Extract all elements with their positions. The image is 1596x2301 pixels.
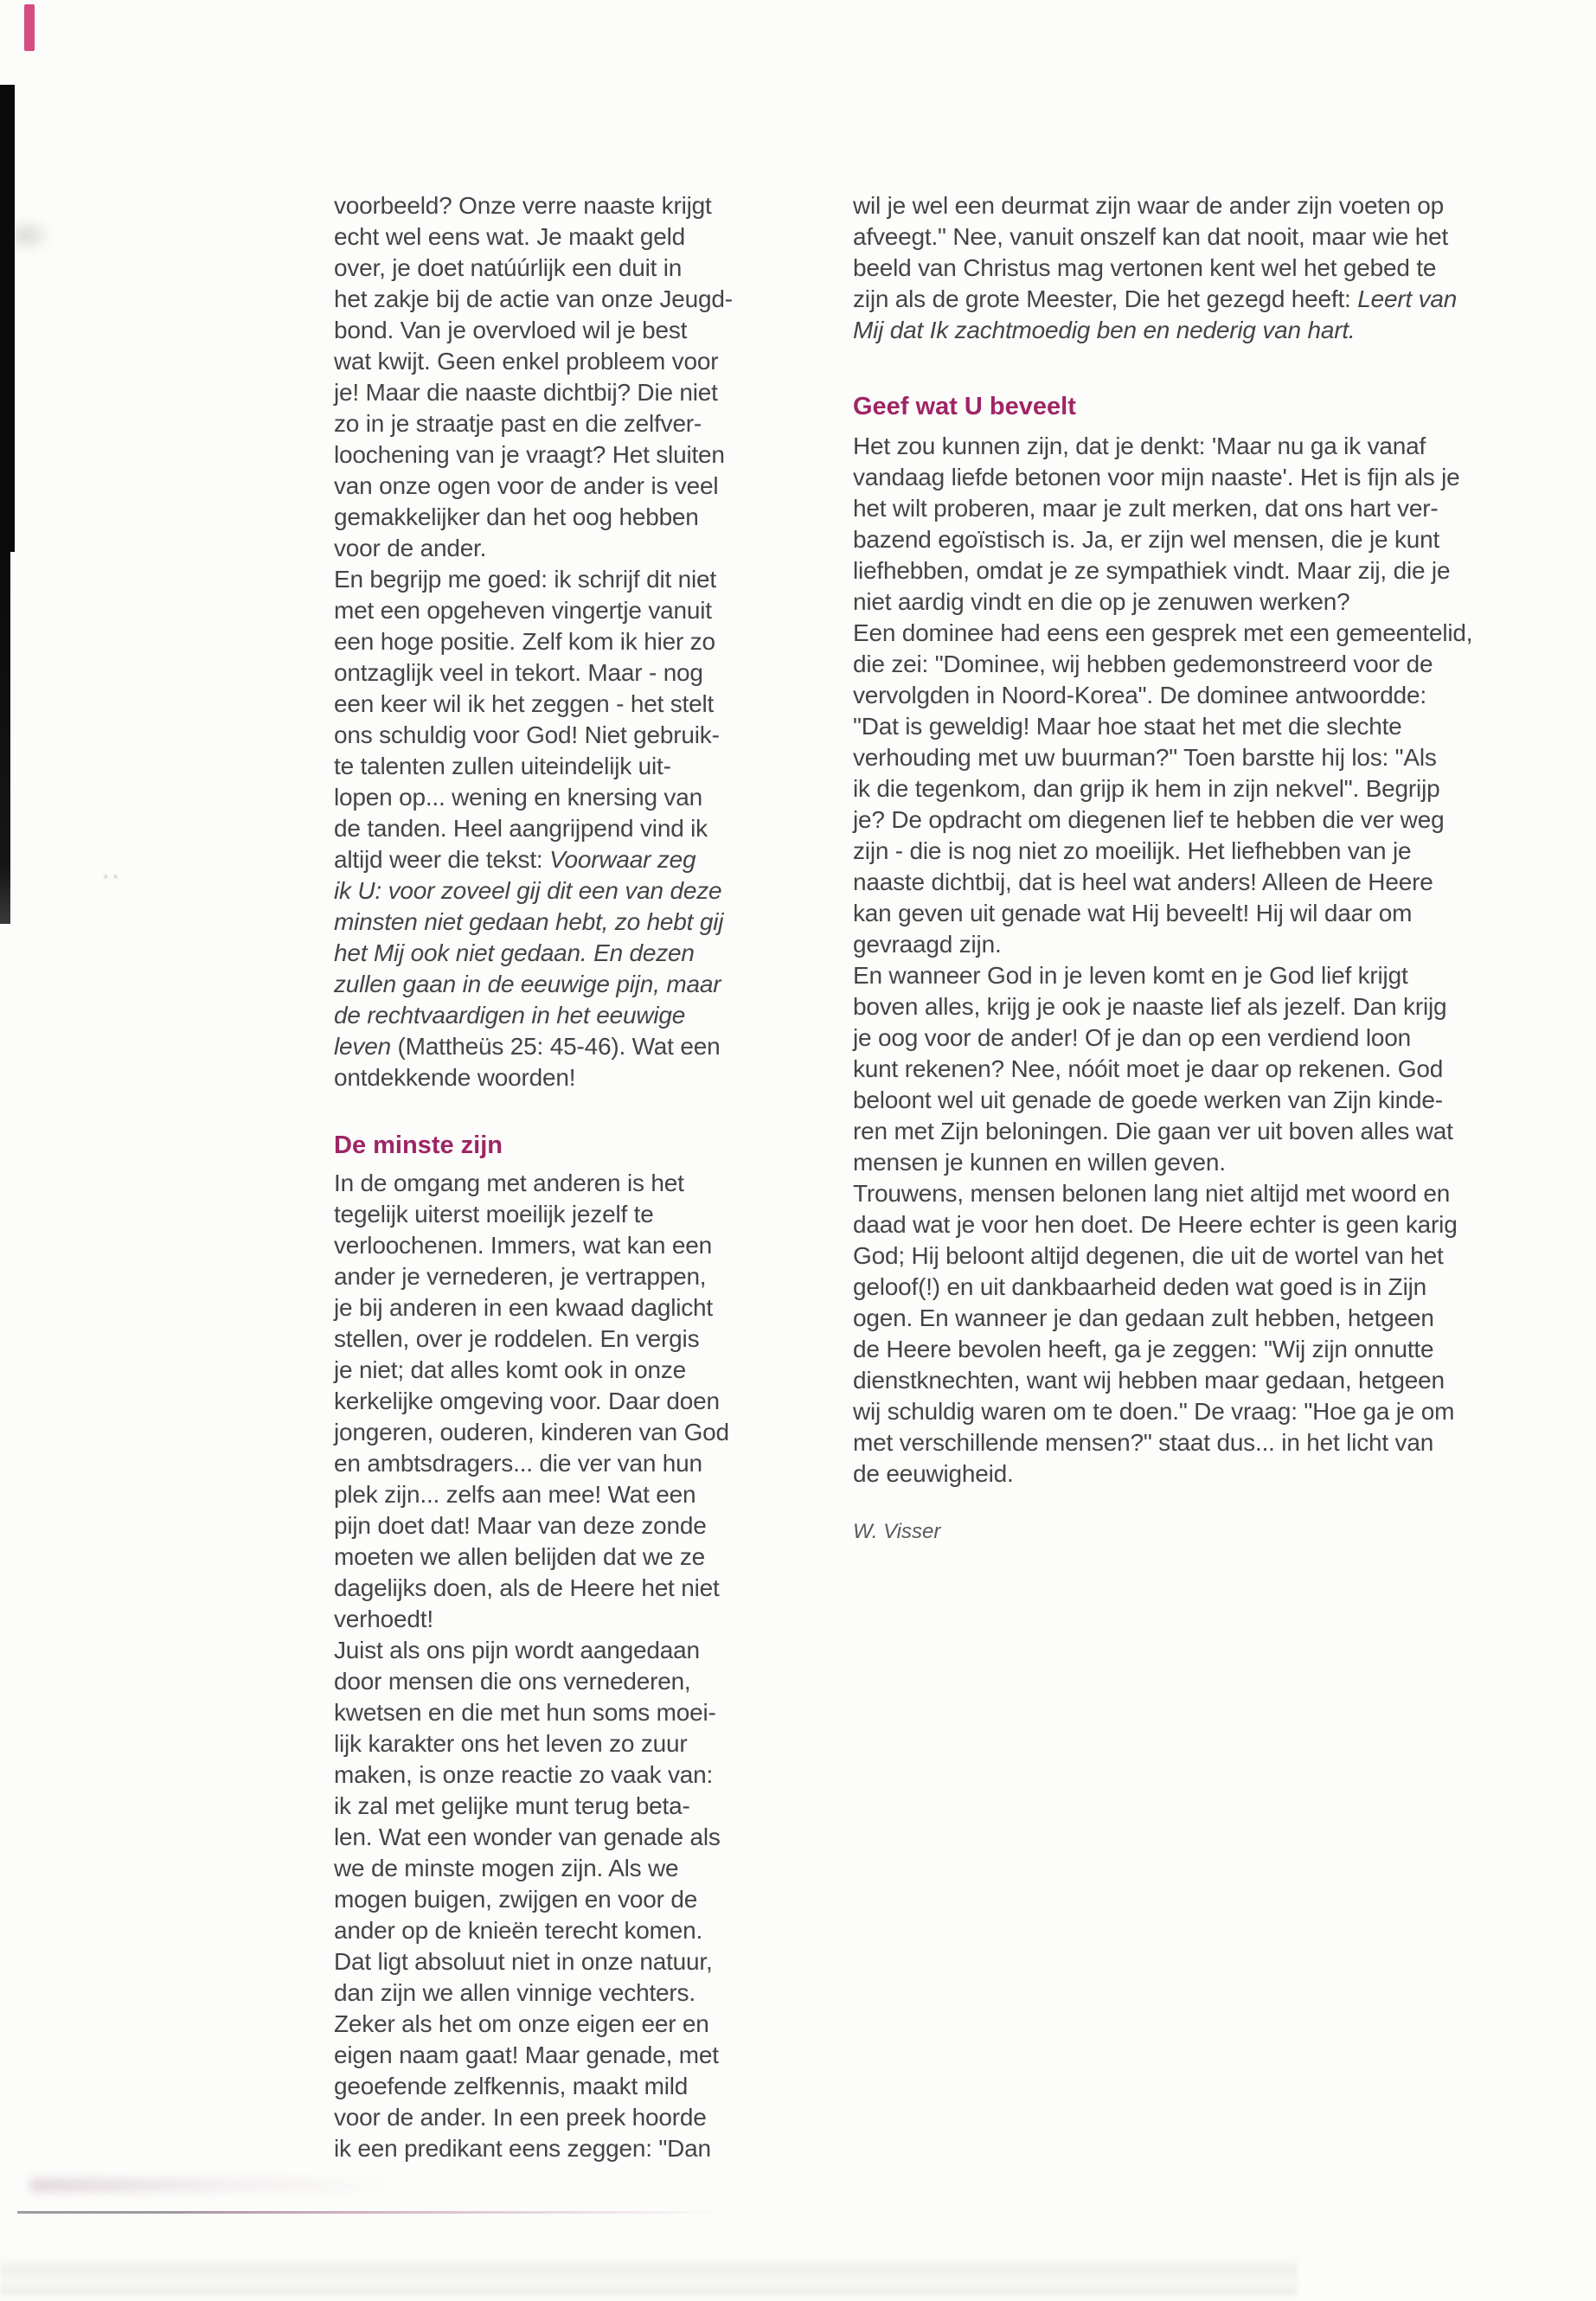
text-segment: met een opgeheven vingertje vanuit (334, 597, 712, 624)
paragraph (853, 190, 1497, 346)
section-heading: Geef wat U beveelt (853, 393, 1076, 420)
text-line (853, 1240, 1497, 1272)
text-segment: mogen buigen, zwijgen en voor de (334, 1886, 698, 1913)
text-line (334, 782, 818, 813)
text-line (334, 720, 818, 751)
text-line (334, 1791, 818, 1822)
text-segment: loochening van je vraagt? Het sluiten (334, 441, 725, 468)
text-line (334, 1759, 818, 1791)
scan-artifact-bottom-smudge (30, 2178, 402, 2192)
text-line (334, 1448, 818, 1479)
text-line (853, 991, 1497, 1022)
text-segment: ik die tegenkom, dan grijp ik hem in zijn nekvel". Begrijp (853, 775, 1440, 802)
text-line (334, 938, 818, 969)
text-segment: zo in je straatje past en die zelfver- (334, 410, 702, 437)
text-line (334, 221, 818, 253)
text-segment: En wanneer God in je leven komt en je God lief krijgt (853, 962, 1408, 989)
text-segment: we de minste mogen zijn. Als we (334, 1855, 679, 1881)
text-line (853, 1365, 1497, 1396)
italic-text-segment: ik U: voor zoveel gij dit een van deze (334, 877, 722, 904)
italic-text-segment: Leert van (1357, 285, 1458, 312)
text-line (853, 960, 1497, 991)
text-segment: afveegt." Nee, vanuit onszelf kan dat nooit, maar wie het (853, 223, 1449, 250)
text-segment: voorbeeld? Onze verre naaste krijgt (334, 192, 712, 219)
scan-artifact-top-left-mark (24, 4, 35, 51)
text-line (853, 221, 1497, 253)
text-line (334, 346, 818, 377)
text-line (853, 1458, 1497, 1490)
text-line (334, 533, 818, 564)
text-segment: In de omgang met anderen is het (334, 1170, 684, 1196)
text-segment: de Heere bevolen heeft, ga je zeggen: "Wij zijn onnutte (853, 1336, 1434, 1362)
text-segment: mensen je kunnen en willen geven. (853, 1149, 1226, 1176)
text-segment: ren met Zijn beloningen. Die gaan ver uit boven alles wat (853, 1118, 1453, 1144)
text-segment: (Mattheüs 25: 45-46). Wat een (390, 1033, 721, 1060)
text-segment: maken, is onze reactie zo vaak van: (334, 1761, 714, 1788)
text-segment: ontzaglijk veel in tekort. Maar - nog (334, 659, 703, 686)
text-segment: vervolgden in Noord-Korea". De dominee antwoordde: (853, 682, 1426, 708)
text-line (853, 1147, 1497, 1178)
text-line (853, 1303, 1497, 1334)
text-segment: naaste dichtbij, dat is heel wat anders! Alleen de Heere (853, 868, 1433, 895)
text-segment: wij schuldig waren om te doen." De vraag: "Hoe ga je om (853, 1398, 1455, 1425)
text-segment: zijn als de grote Meester, Die het gezegd heeft: (853, 285, 1358, 312)
text-line (334, 2133, 818, 2164)
text-segment: beeld van Christus mag vertonen kent wel het gebed te (853, 254, 1437, 281)
text-line (853, 462, 1497, 493)
text-line (853, 1396, 1497, 1427)
text-segment: lopen op... wening en knersing van (334, 784, 702, 811)
text-segment: stellen, over je roddelen. En vergis (334, 1325, 700, 1352)
text-line (334, 813, 818, 844)
text-segment: verhouding met uw buurman?" Toen barstte hij los: "Als (853, 744, 1437, 771)
text-segment: bazend egoïstisch is. Ja, er zijn wel mensen, die je kunt (853, 526, 1440, 553)
italic-text-segment: Voorwaar zeg (549, 846, 696, 873)
article-left-column (334, 190, 818, 2164)
text-line (853, 929, 1497, 960)
text-line (334, 190, 818, 221)
text-line (334, 1230, 818, 1261)
text-line (334, 1541, 818, 1573)
text-segment: ander op de knieën terecht komen. (334, 1917, 703, 1944)
text-line (853, 773, 1497, 804)
text-segment: Een dominee had eens een gesprek met een gemeentelid, (853, 619, 1473, 646)
scan-artifact-bottom-band (0, 2256, 1298, 2296)
text-segment: Juist als ons pijn wordt aangedaan (334, 1637, 700, 1663)
text-line (334, 1977, 818, 2009)
text-line (853, 898, 1497, 929)
text-line (334, 2009, 818, 2040)
text-segment: echt wel eens wat. Je maakt geld (334, 223, 686, 250)
text-segment: plek zijn... zelfs aan mee! Wat een (334, 1481, 696, 1508)
text-segment: daad wat je voor hen doet. De Heere echter is geen karig (853, 1211, 1458, 1238)
text-segment: met verschillende mensen?" staat dus... in het licht van (853, 1429, 1434, 1456)
text-line (334, 907, 818, 938)
scan-artifact-left-bar-bottom (0, 550, 10, 924)
text-segment: boven alles, krijg je ook je naaste lief als jezelf. Dan krijg (853, 993, 1447, 1020)
text-segment: te talenten zullen uiteindelijk uit- (334, 753, 671, 779)
text-segment: door mensen die ons vernederen, (334, 1668, 691, 1695)
italic-text-segment: het Mij ook niet gedaan. En dezen (334, 939, 695, 966)
text-line (853, 1334, 1497, 1365)
text-segment: vandaag liefde betonen voor mijn naaste'. Het is fijn als je (853, 464, 1460, 490)
scan-artifact-margin-dots: .. (102, 856, 122, 884)
text-line (334, 1604, 818, 1635)
text-line (334, 253, 818, 284)
text-line (334, 1062, 818, 1093)
text-line (853, 618, 1497, 649)
text-line (853, 524, 1497, 555)
section-heading: De minste zijn (334, 1131, 503, 1159)
text-line (334, 626, 818, 657)
text-segment: gevraagd zijn. (853, 931, 1002, 958)
text-segment: een hoge positie. Zelf kom ik hier zo (334, 628, 715, 655)
italic-text-segment: de rechtvaardigen in het eeuwige (334, 1002, 686, 1029)
text-segment: dienstknechten, want wij hebben maar gedaan, hetgeen (853, 1367, 1445, 1394)
paragraph (334, 190, 818, 1093)
text-line (334, 1666, 818, 1697)
text-line (334, 2102, 818, 2133)
text-line (334, 1168, 818, 1199)
text-line (853, 1054, 1497, 1085)
text-line (334, 2040, 818, 2071)
text-line (334, 1853, 818, 1884)
text-segment: En begrijp me goed: ik schrijf dit niet (334, 566, 716, 593)
text-segment: ik een predikant eens zeggen: "Dan (334, 2135, 711, 2162)
text-segment: "Dat is geweldig! Maar hoe staat het met die slechte (853, 713, 1402, 740)
text-segment: bond. Van je overvloed wil je best (334, 317, 688, 343)
text-segment: jongeren, ouderen, kinderen van God (334, 1419, 729, 1445)
text-line (334, 1417, 818, 1448)
text-segment: moeten we allen belijden dat we ze (334, 1543, 706, 1570)
text-line (853, 836, 1497, 867)
scan-artifact-bottom-line (17, 2211, 722, 2214)
text-segment: geloof(!) en uit dankbaarheid deden wat goed is in Zijn (853, 1273, 1426, 1300)
text-segment: over, je doet natúúrlijk een duit in (334, 254, 683, 281)
text-line (853, 711, 1497, 742)
text-line (334, 1635, 818, 1666)
text-line (334, 595, 818, 626)
text-segment: de tanden. Heel aangrijpend vind ik (334, 815, 708, 842)
text-line (853, 680, 1497, 711)
text-line (334, 657, 818, 689)
text-segment: verhoedt! (334, 1606, 433, 1632)
text-line (334, 408, 818, 439)
text-line (334, 1479, 818, 1510)
text-segment: voor de ander. In een preek hoorde (334, 2104, 707, 2131)
text-segment: wil je wel een deurmat zijn waar de ander zijn voeten op (853, 192, 1444, 219)
author-byline: W. Visser (853, 1520, 941, 1543)
text-segment: ons schuldig voor God! Niet gebruik- (334, 721, 720, 748)
text-line (853, 284, 1497, 315)
text-segment: kwetsen en die met hun soms moei- (334, 1699, 716, 1726)
text-line (334, 751, 818, 782)
text-line (853, 315, 1497, 346)
text-segment: je bij anderen in een kwaad daglicht (334, 1294, 713, 1321)
text-segment: dagelijks doen, als de Heere het niet (334, 1574, 720, 1601)
text-segment: God; Hij beloont altijd degenen, die uit de wortel van het (853, 1242, 1444, 1269)
text-line (853, 1085, 1497, 1116)
text-segment: van onze ogen voor de ander is veel (334, 472, 719, 499)
text-segment: ogen. En wanneer je dan gedaan zult hebben, hetgeen (853, 1304, 1434, 1331)
text-line (334, 502, 818, 533)
text-line (334, 1386, 818, 1417)
text-line (853, 1209, 1497, 1240)
paragraph (334, 1168, 818, 2164)
text-segment: ander je vernederen, je vertrappen, (334, 1263, 707, 1290)
text-line (334, 439, 818, 471)
text-line (853, 804, 1497, 836)
text-line (334, 1355, 818, 1386)
text-line (853, 742, 1497, 773)
text-line (334, 1510, 818, 1541)
text-line (334, 1822, 818, 1853)
text-line (334, 471, 818, 502)
text-line (853, 1116, 1497, 1147)
text-segment: je oog voor de ander! Of je dan op een verdiend loon (853, 1024, 1411, 1051)
text-line (334, 1884, 818, 1915)
text-segment: en ambtsdragers... die ver van hun (334, 1450, 702, 1477)
text-line (853, 649, 1497, 680)
italic-text-segment: leven (334, 1033, 391, 1060)
text-line (334, 844, 818, 875)
text-line (334, 1261, 818, 1292)
text-segment: lijk karakter ons het leven zo zuur (334, 1730, 688, 1757)
text-segment: kan geven uit genade wat Hij beveelt! Hij wil daar om (853, 900, 1413, 926)
text-line (334, 689, 818, 720)
text-line (334, 284, 818, 315)
text-segment: verloochenen. Immers, wat kan een (334, 1232, 712, 1259)
text-segment: len. Wat een wonder van genade als (334, 1823, 721, 1850)
text-segment: beloont wel uit genade de goede werken van Zijn kinde- (853, 1086, 1443, 1113)
italic-text-segment: zullen gaan in de eeuwige pijn, maar (334, 971, 721, 997)
text-segment: het zakje bij de actie van onze Jeugd- (334, 285, 733, 312)
text-segment: kerkelijke omgeving voor. Daar doen (334, 1388, 720, 1414)
text-line (853, 1022, 1497, 1054)
article-right-column (853, 190, 1497, 1545)
text-segment: je niet; dat alles komt ook in onze (334, 1356, 687, 1383)
text-line (334, 969, 818, 1000)
italic-text-segment: Mij dat Ik zachtmoedig ben en nederig van hart. (853, 317, 1356, 343)
text-segment: altijd weer die tekst: (334, 846, 550, 873)
text-line (334, 2071, 818, 2102)
text-line (853, 1272, 1497, 1303)
text-segment: Dat ligt absoluut niet in onze natuur, (334, 1948, 713, 1975)
text-segment: kunt rekenen? Nee, nóóit moet je daar op rekenen. God (853, 1055, 1444, 1082)
text-segment: geoefende zelfkennis, maakt mild (334, 2073, 689, 2099)
text-line (334, 1697, 818, 1728)
text-line (334, 1199, 818, 1230)
italic-text-segment: minsten niet gedaan hebt, zo hebt gij (334, 908, 724, 935)
text-segment: het wilt proberen, maar je zult merken, dat ons hart ver- (853, 495, 1439, 522)
text-line (853, 431, 1497, 462)
text-segment: je? De opdracht om diegenen lief te hebben die ver weg (853, 806, 1445, 833)
text-line (334, 1915, 818, 1946)
scan-artifact-left-bar-top (0, 85, 15, 552)
text-segment: wat kwijt. Geen enkel probleem voor (334, 348, 719, 375)
text-line (334, 1324, 818, 1355)
text-segment: tegelijk uiterst moeilijk jezelf te (334, 1201, 654, 1227)
text-line (334, 1000, 818, 1031)
paragraph (853, 431, 1497, 1490)
text-line (334, 1728, 818, 1759)
text-line (853, 586, 1497, 618)
text-segment: de eeuwigheid. (853, 1460, 1014, 1487)
text-segment: voor de ander. (334, 535, 487, 561)
text-line (853, 1427, 1497, 1458)
text-line (334, 1031, 818, 1062)
text-line (334, 564, 818, 595)
text-segment: zijn - die is nog niet zo moeilijk. Het liefhebben van je (853, 837, 1412, 864)
text-segment: een keer wil ik het zeggen - het stelt (334, 690, 715, 717)
text-segment: die zei: "Dominee, wij hebben gedemonstreerd voor de (853, 651, 1433, 677)
text-line (853, 1178, 1497, 1209)
text-line (334, 875, 818, 907)
text-segment: dan zijn we allen vinnige vechters. (334, 1979, 695, 2006)
text-line (334, 1573, 818, 1604)
text-segment: gemakkelijker dan het oog hebben (334, 503, 699, 530)
text-segment: pijn doet dat! Maar van deze zonde (334, 1512, 707, 1539)
text-line (853, 493, 1497, 524)
text-line (334, 1292, 818, 1324)
text-segment: ontdekkende woorden! (334, 1064, 576, 1091)
text-line (334, 377, 818, 408)
text-segment: je! Maar die naaste dichtbij? Die niet (334, 379, 718, 406)
text-segment: Zeker als het om onze eigen eer en (334, 2010, 709, 2037)
text-segment: liefhebben, omdat je ze sympathiek vindt. Maar zij, die je (853, 557, 1451, 584)
text-line (853, 867, 1497, 898)
text-segment: eigen naam gaat! Maar genade, met (334, 2041, 719, 2068)
text-line (853, 555, 1497, 586)
text-segment: niet aardig vindt en die op je zenuwen werken? (853, 588, 1350, 615)
text-segment: ik zal met gelijke munt terug beta- (334, 1792, 690, 1819)
text-line (853, 190, 1497, 221)
text-segment: Het zou kunnen zijn, dat je denkt: 'Maar nu ga ik vanaf (853, 433, 1426, 459)
text-line (334, 1946, 818, 1977)
text-line (853, 253, 1497, 284)
text-segment: Trouwens, mensen belonen lang niet altijd met woord en (853, 1180, 1451, 1207)
text-line (334, 315, 818, 346)
